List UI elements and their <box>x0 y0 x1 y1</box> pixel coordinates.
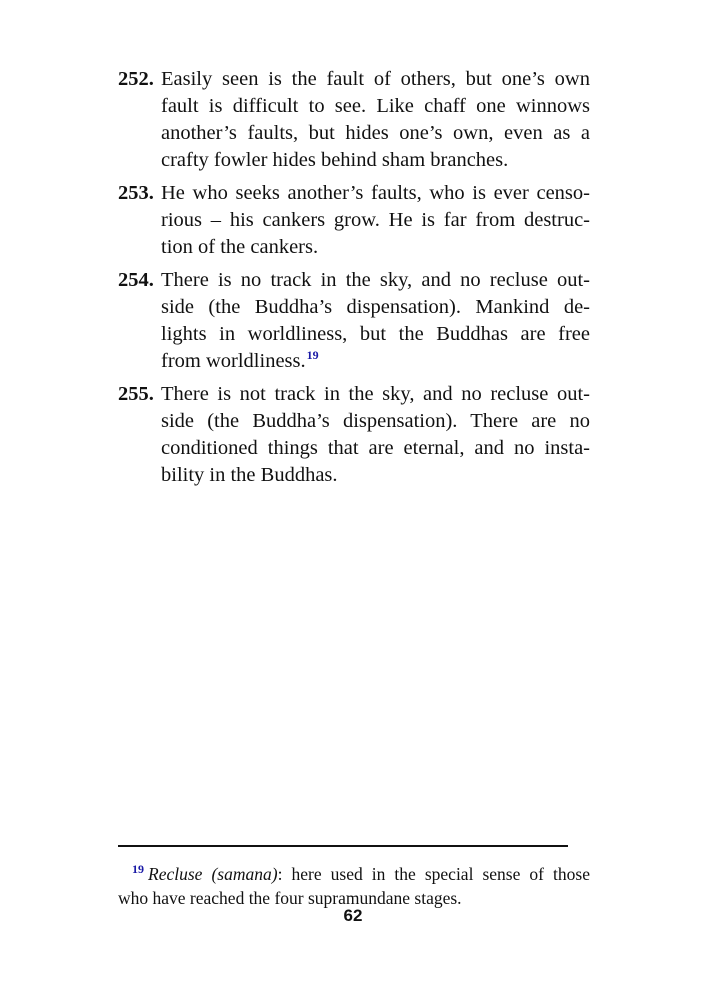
footnote-line <box>118 862 590 886</box>
verse-253 <box>118 180 590 261</box>
verse-line: rious – his cankers grow. He is far from destruc- <box>161 209 590 231</box>
verse-252 <box>118 66 590 174</box>
verse-line: fault is difficult to see. Like chaff one winnows <box>161 95 590 117</box>
verse-number: 252. <box>118 68 154 90</box>
verse-line: He who seeks another’s faults, who is ever censo- <box>161 182 590 204</box>
footnote-divider <box>118 845 568 847</box>
verse-line: Easily seen is the fault of others, but one’s own <box>161 68 590 90</box>
verse-line: side (the Buddha’s dispensation). There are no <box>161 410 590 432</box>
verse-line: There is no track in the sky, and no recluse out- <box>161 269 590 291</box>
verse-line: lights in worldliness, but the Buddhas are free <box>161 323 590 345</box>
footnote-line: who have reached the four supramundane stages. <box>118 888 462 908</box>
verse-line: another’s faults, but hides one’s own, even as a <box>161 122 590 144</box>
verse-text <box>161 180 590 261</box>
verse-line: tion of the cankers. <box>161 236 319 258</box>
verse-255 <box>118 381 590 489</box>
verse-list <box>118 66 590 495</box>
verse-number: 255. <box>118 383 154 405</box>
verse-line-with-footnote <box>161 348 590 375</box>
footnote-reference-link[interactable]: 19 <box>306 348 319 363</box>
verse-line: There is not track in the sky, and no recluse out- <box>161 383 590 405</box>
verse-line-text: from worldliness. <box>161 350 306 372</box>
verse-line: bility in the Buddhas. <box>161 464 338 486</box>
footnote <box>118 862 590 910</box>
footnote-text: : here used in the special sense of those <box>277 864 590 884</box>
verse-line: side (the Buddha’s dispensation). Mankind de- <box>161 296 590 318</box>
page-number: 62 <box>343 906 363 925</box>
verse-text <box>161 381 590 489</box>
footnote-term: Recluse (samana) <box>148 864 278 884</box>
verse-line: crafty fowler hides behind sham branches. <box>161 149 509 171</box>
verse-text <box>161 66 590 174</box>
verse-line: conditioned things that are eternal, and no insta- <box>161 437 590 459</box>
verse-number: 254. <box>118 269 154 291</box>
verse-text <box>161 267 590 375</box>
verse-254 <box>118 267 590 375</box>
verse-number: 253. <box>118 182 154 204</box>
footnote-mark: 19 <box>132 862 144 877</box>
